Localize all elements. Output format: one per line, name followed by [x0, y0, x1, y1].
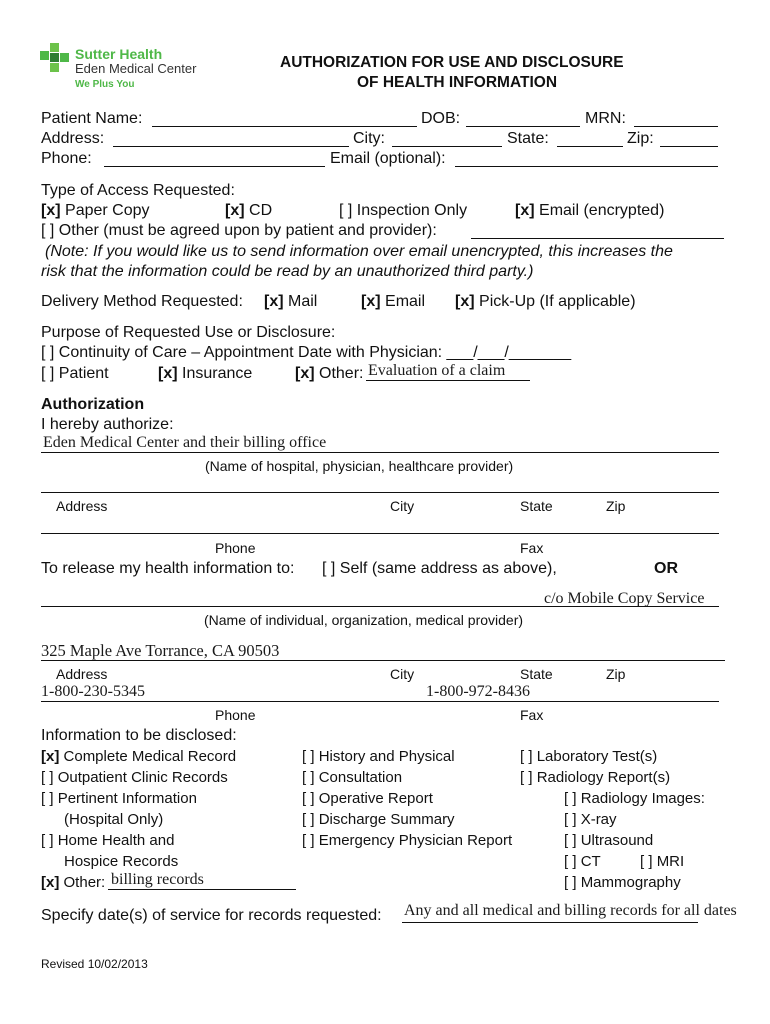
purpose-patient-label: Patient: [58, 365, 109, 382]
inspection-checkbox[interactable]: [ ]: [339, 202, 353, 219]
recipient-zip-caption: Zip: [606, 666, 626, 682]
disclose-other-label: Other:: [63, 874, 106, 891]
disclose-label: Outpatient Clinic Records: [57, 769, 228, 786]
city-label: City:: [353, 130, 385, 147]
logo-brand: Sutter Health: [75, 46, 163, 62]
disclose-label: Emergency Physician Report: [318, 832, 513, 849]
provider-address-caption: Address: [56, 498, 108, 514]
disclose-other-line: [108, 889, 296, 890]
mrn-label: MRN:: [585, 110, 626, 127]
paper-copy-label: Paper Copy: [65, 202, 150, 219]
purpose-patient-option[interactable]: [41, 364, 109, 384]
disclose-checkbox[interactable]: [ ]: [41, 769, 54, 786]
recipient-address-caption: Address: [56, 666, 108, 682]
provider-state-caption: State: [520, 498, 553, 514]
dob-field[interactable]: [466, 126, 580, 127]
disclose-col1-item[interactable]: [41, 831, 174, 850]
form-title-line1: AUTHORIZATION FOR USE AND DISCLOSURE: [280, 54, 624, 71]
disclose-checkbox[interactable]: [ ]: [302, 790, 315, 807]
disclose-checkbox[interactable]: [ ]: [564, 811, 577, 828]
disclose-col3-item[interactable]: [564, 873, 681, 892]
cd-option[interactable]: [225, 201, 272, 221]
disclose-col3-item[interactable]: [564, 810, 617, 829]
email-field[interactable]: [455, 166, 718, 167]
disclose-other-option[interactable]: [41, 873, 105, 892]
disclose-col1-item[interactable]: [41, 768, 228, 787]
recipient-value[interactable]: c/o Mobile Copy Service: [544, 590, 705, 607]
disclose-checkbox[interactable]: [ ]: [520, 769, 533, 786]
disclose-label: Discharge Summary: [318, 811, 455, 828]
purpose-other-value[interactable]: Evaluation of a claim: [368, 362, 506, 379]
dob-label: DOB:: [421, 110, 461, 127]
self-checkbox[interactable]: [ ]: [322, 560, 336, 577]
phone-label: Phone:: [41, 150, 92, 167]
delivery-pickup-option[interactable]: [455, 292, 636, 312]
disclose-col2-item[interactable]: [302, 831, 512, 850]
disclose-col3-item[interactable]: [640, 852, 684, 871]
disclose-label: Consultation: [318, 769, 403, 786]
disclose-col3-item[interactable]: [520, 768, 670, 787]
disclose-other-value[interactable]: billing records: [111, 871, 204, 888]
disclose-checkbox[interactable]: [ ]: [302, 832, 315, 849]
recipient-phone-value[interactable]: 1-800-230-5345: [41, 683, 145, 700]
logo-tagline: We Plus You: [75, 79, 135, 90]
disclose-col3-item[interactable]: [520, 747, 657, 766]
access-heading: Type of Access Requested:: [41, 182, 235, 199]
disclose-col1-item[interactable]: [41, 789, 197, 808]
zip-label: Zip:: [627, 130, 654, 147]
disclose-checkbox[interactable]: [ ]: [564, 832, 577, 849]
release-label: To release my health information to:: [41, 560, 295, 577]
authorize-label: I hereby authorize:: [41, 416, 174, 433]
email-encrypted-option[interactable]: [515, 201, 664, 221]
authorization-heading: Authorization: [41, 396, 145, 413]
disclose-label: Mammography: [580, 874, 681, 891]
recipient-phone-line: [41, 701, 719, 702]
delivery-mail-label: Mail: [288, 293, 318, 310]
address-field[interactable]: [113, 146, 349, 147]
continuity-label: Continuity of Care – Appointment Date with Physician: ___/___/_______: [58, 344, 572, 361]
provider-phone-line[interactable]: [41, 533, 719, 534]
self-label: Self (same address as above),: [339, 560, 557, 577]
disclose-label: Home Health and: [57, 832, 175, 849]
email-encrypted-checkbox[interactable]: [x]: [515, 202, 535, 219]
disclose-checkbox[interactable]: [ ]: [41, 832, 54, 849]
provider-zip-caption: Zip: [606, 498, 626, 514]
state-field[interactable]: [557, 146, 623, 147]
cd-label: CD: [249, 202, 273, 219]
recipient-address-line: [41, 660, 725, 661]
patient-name-label: Patient Name:: [41, 110, 143, 127]
disclose-col2-item[interactable]: [302, 747, 455, 766]
disclose-checkbox[interactable]: [ ]: [302, 811, 315, 828]
disclose-checkbox[interactable]: [ ]: [640, 853, 653, 870]
revised-date: Revised 10/02/2013: [41, 957, 148, 971]
purpose-insurance-checkbox[interactable]: [x]: [158, 365, 178, 382]
mrn-field[interactable]: [634, 126, 718, 127]
city-field[interactable]: [392, 146, 502, 147]
email-label: Email (optional):: [330, 150, 446, 167]
provider-phone-caption: Phone: [215, 540, 256, 556]
other-access-option[interactable]: [41, 221, 437, 241]
disclose-other-checkbox[interactable]: [x]: [41, 874, 60, 891]
purpose-insurance-option[interactable]: [158, 364, 252, 384]
recipient-address-value[interactable]: 325 Maple Ave Torrance, CA 90503: [41, 641, 280, 660]
delivery-mail-option[interactable]: [264, 292, 317, 312]
disclose-heading: Information to be disclosed:: [41, 727, 237, 744]
recipient-line: [41, 606, 719, 607]
delivery-email-option[interactable]: [361, 292, 425, 312]
disclose-col3-item[interactable]: [564, 852, 601, 871]
continuity-checkbox[interactable]: [ ]: [41, 344, 55, 361]
provider-address-line[interactable]: [41, 492, 719, 493]
disclose-col2-item[interactable]: [302, 789, 433, 808]
disclose-label: Ultrasound: [580, 832, 654, 849]
encryption-note-line2: risk that the information could be read by an unauthorized third party.): [41, 263, 534, 280]
recipient-state-caption: State: [520, 666, 553, 682]
provider-caption: (Name of hospital, physician, healthcare provider): [205, 458, 514, 474]
address-label: Address:: [41, 130, 105, 147]
continuity-option[interactable]: [41, 343, 571, 363]
disclose-checkbox[interactable]: [x]: [41, 748, 60, 765]
disclose-label: History and Physical: [318, 748, 455, 765]
disclose-col2-item[interactable]: [302, 810, 455, 829]
purpose-heading: Purpose of Requested Use or Disclosure:: [41, 324, 336, 341]
disclose-checkbox[interactable]: [ ]: [564, 790, 577, 807]
purpose-insurance-label: Insurance: [182, 365, 253, 382]
cd-checkbox[interactable]: [x]: [225, 202, 245, 219]
recipient-fax-value[interactable]: 1-800-972-8436: [426, 683, 530, 700]
provider-line: [41, 452, 719, 453]
disclose-checkbox[interactable]: [ ]: [41, 790, 54, 807]
dates-label: Specify date(s) of service for records requested:: [41, 907, 382, 924]
zip-field[interactable]: [660, 146, 718, 147]
sutter-health-logo-icon: [40, 43, 72, 75]
or-label: OR: [654, 560, 678, 577]
form-title-line2: OF HEALTH INFORMATION: [357, 74, 558, 91]
recipient-phone-caption: Phone: [215, 707, 256, 723]
recipient-fax-caption: Fax: [520, 707, 544, 723]
paper-copy-checkbox[interactable]: [x]: [41, 202, 61, 219]
provider-fax-caption: Fax: [520, 540, 544, 556]
disclose-col2-item[interactable]: [302, 768, 402, 787]
purpose-patient-checkbox[interactable]: [ ]: [41, 365, 55, 382]
delivery-mail-checkbox[interactable]: [x]: [264, 293, 284, 310]
disclose-label: Complete Medical Record: [63, 748, 237, 765]
other-access-label: Other (must be agreed upon by patient and provider):: [58, 222, 437, 239]
inspection-label: Inspection Only: [356, 202, 468, 219]
disclose-label: Laboratory Test(s): [536, 748, 658, 765]
disclose-col3-item[interactable]: [564, 789, 705, 808]
disclose-label: Operative Report: [318, 790, 433, 807]
other-access-field[interactable]: [471, 238, 724, 239]
purpose-other-option[interactable]: [295, 364, 363, 384]
other-access-checkbox[interactable]: [ ]: [41, 222, 55, 239]
purpose-other-line: [366, 380, 530, 381]
disclose-col3-item[interactable]: [564, 831, 653, 850]
email-encrypted-label: Email (encrypted): [539, 202, 665, 219]
disclose-checkbox[interactable]: [ ]: [564, 874, 577, 891]
disclose-label: Radiology Report(s): [536, 769, 671, 786]
disclose-checkbox[interactable]: [ ]: [302, 769, 315, 786]
paper-copy-option[interactable]: [41, 201, 150, 221]
inspection-option[interactable]: [339, 201, 467, 221]
delivery-pickup-label: Pick-Up (If applicable): [479, 293, 636, 310]
disclose-label: MRI: [656, 853, 685, 870]
provider-city-caption: City: [390, 498, 415, 514]
disclose-checkbox[interactable]: [ ]: [520, 748, 533, 765]
delivery-email-label: Email: [385, 293, 426, 310]
disclose-col1-subtext: (Hospital Only): [64, 811, 164, 828]
recipient-city-caption: City: [390, 666, 415, 682]
delivery-pickup-checkbox[interactable]: [x]: [455, 293, 475, 310]
disclose-checkbox[interactable]: [ ]: [564, 853, 577, 870]
patient-name-field[interactable]: [152, 126, 417, 127]
provider-value[interactable]: Eden Medical Center and their billing office: [43, 434, 327, 451]
encryption-note-line1: (Note: If you would like us to send information over email unencrypted, this increases the: [45, 243, 673, 260]
delivery-label: Delivery Method Requested:: [41, 293, 243, 310]
purpose-other-checkbox[interactable]: [x]: [295, 365, 315, 382]
disclose-label: CT: [580, 853, 601, 870]
phone-field[interactable]: [104, 166, 325, 167]
disclose-col1-subtext: Hospice Records: [64, 853, 179, 870]
purpose-other-label: Other:: [319, 365, 364, 382]
disclose-label: X-ray: [580, 811, 617, 828]
disclose-label: Pertinent Information: [57, 790, 197, 807]
recipient-caption: (Name of individual, organization, medical provider): [204, 612, 524, 628]
delivery-email-checkbox[interactable]: [x]: [361, 293, 381, 310]
dates-value[interactable]: Any and all medical and billing records for all dates: [404, 902, 737, 919]
disclose-label: Radiology Images:: [580, 790, 705, 807]
state-label: State:: [507, 130, 549, 147]
disclose-col1-item[interactable]: [41, 747, 236, 766]
disclose-checkbox[interactable]: [ ]: [302, 748, 315, 765]
dates-line: [402, 922, 698, 923]
self-option[interactable]: [322, 559, 557, 579]
logo-facility: Eden Medical Center: [75, 61, 197, 76]
